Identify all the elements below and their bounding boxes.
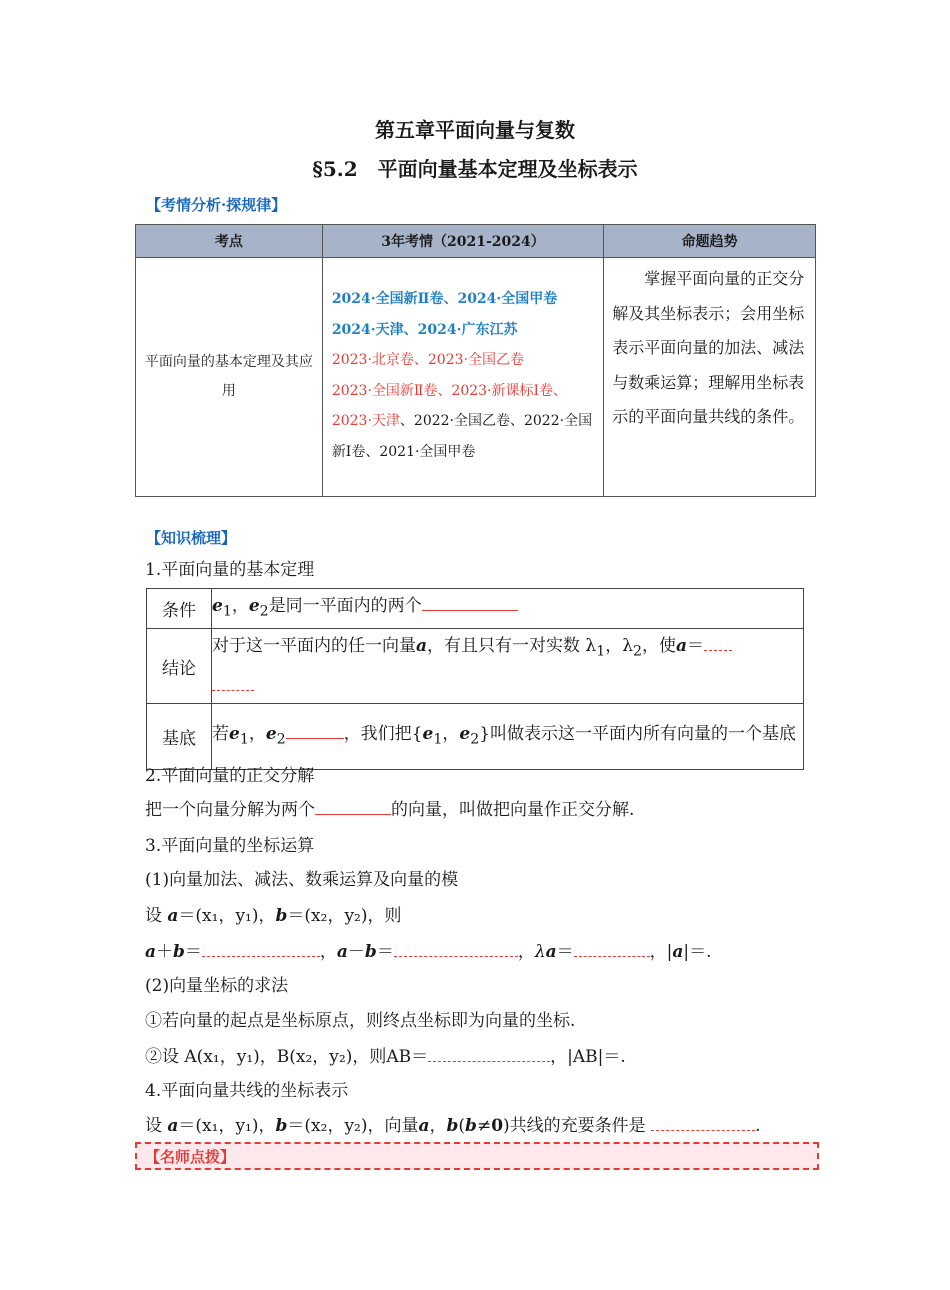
conclusion-label: 结论 bbox=[147, 629, 212, 703]
coordinate-rule-2: ②设 A(x₁，y₁)，B(x₂，y₂)，则AB＝ ，|AB|＝. bbox=[145, 1047, 626, 1067]
basic-theorem-table bbox=[146, 588, 804, 770]
basis-blank[interactable] bbox=[286, 737, 344, 739]
section-4-title: 4.平面向量共线的坐标表示 bbox=[145, 1081, 349, 1101]
section-title: §5.2 平面向量基本定理及坐标表示 bbox=[312, 157, 638, 181]
chapter-title: 第五章平面向量与复数 bbox=[375, 118, 575, 142]
conclusion-blank-2[interactable] bbox=[212, 689, 254, 691]
exam-years-2023-line2: 2023·全国新Ⅱ卷、2023·新课标Ⅰ卷、2023·天津 bbox=[331, 382, 568, 429]
exam-years-2022-2021: 、2022·全国乙卷、2022·全国新Ⅰ卷、2021·全国甲卷 bbox=[331, 413, 593, 460]
conclusion-content: 对于这一平面内的任一向量a，有且只有一对实数 $\lambda_1$，$\lambda_2$，使a＝ bbox=[212, 629, 804, 703]
condition-blank[interactable] bbox=[422, 609, 518, 611]
section-1-title: 1.平面向量的基本定理 bbox=[145, 560, 315, 580]
col-header-trend: 命题趋势 bbox=[604, 225, 816, 258]
section-3-sub1: (1)向量加法、减法、数乘运算及向量的模 bbox=[145, 870, 459, 890]
exam-years-2024-line2: 2024·天津、2024·广东江苏 bbox=[331, 321, 518, 338]
basis-label: 基底 bbox=[147, 703, 212, 769]
ab-blank[interactable] bbox=[428, 1060, 550, 1062]
exam-analysis-table bbox=[135, 224, 816, 497]
section-3-sub2: (2)向量坐标的求法 bbox=[145, 976, 289, 996]
difference-blank[interactable] bbox=[394, 955, 518, 957]
col-header-exam-years: 3年考情（2021-2024） bbox=[322, 225, 603, 258]
trend-cell bbox=[604, 258, 816, 497]
sum-blank[interactable] bbox=[202, 955, 320, 957]
condition-content: $e_1$，$e_2$是同一平面内的两个 bbox=[212, 589, 804, 629]
teacher-tip-label: 【名师点拨】 bbox=[145, 1148, 236, 1166]
vector-operations: a＋b＝ ，a－b＝ ，λa＝ ，|a|＝. bbox=[145, 942, 712, 962]
section-3-title: 3.平面向量的坐标运算 bbox=[145, 836, 315, 856]
scalar-blank[interactable] bbox=[574, 955, 650, 957]
exam-years-2023-line1: 2023·北京卷、2023·全国乙卷 bbox=[331, 352, 524, 368]
section-2-title: 2.平面向量的正交分解 bbox=[145, 766, 315, 786]
exam-analysis-header: 【考情分析·探规律】 bbox=[146, 196, 287, 214]
trend-text: 掌握平面向量的正交分解及其坐标表示；会用坐标表示平面向量的加法、减法与数乘运算；理解用坐标表示的平面向量共线的条件。 bbox=[612, 269, 805, 426]
vector-setup: 设 a＝(x₁，y₁)，b＝(x₂，y₂)，则 bbox=[145, 906, 402, 926]
collinear-blank[interactable] bbox=[651, 1129, 755, 1131]
orthogonal-blank[interactable] bbox=[315, 813, 391, 815]
collinear-condition: 设 a＝(x₁，y₁)，b＝(x₂，y₂)，向量a，b(b≠0)共线的充要条件是 . bbox=[145, 1116, 761, 1136]
teacher-tip-box bbox=[135, 1142, 819, 1170]
conclusion-blank-1[interactable] bbox=[704, 649, 732, 651]
knowledge-point-text: 平面向量的基本定理及其应用 bbox=[144, 354, 313, 399]
condition-label: 条件 bbox=[147, 589, 212, 629]
orthogonal-decomposition-text: 把一个向量分解为两个 的向量，叫做把向量作正交分解. bbox=[145, 800, 635, 820]
coordinate-rule-1: ①若向量的起点是坐标原点，则终点坐标即为向量的坐标. bbox=[145, 1011, 576, 1031]
knowledge-review-header: 【知识梳理】 bbox=[146, 529, 237, 547]
exam-years-2024-line1: 2024·全国新Ⅱ卷、2024·全国甲卷 bbox=[331, 291, 558, 307]
col-header-knowledge-point: 考点 bbox=[136, 225, 323, 258]
basis-content: 若$e_1$，$e_2$ ，我们把{$e_1$，$e_2$}叫做表示这一平面内所有向量的一个基底 bbox=[212, 703, 804, 769]
exam-years-cell bbox=[322, 258, 603, 497]
knowledge-point-cell bbox=[136, 258, 323, 497]
